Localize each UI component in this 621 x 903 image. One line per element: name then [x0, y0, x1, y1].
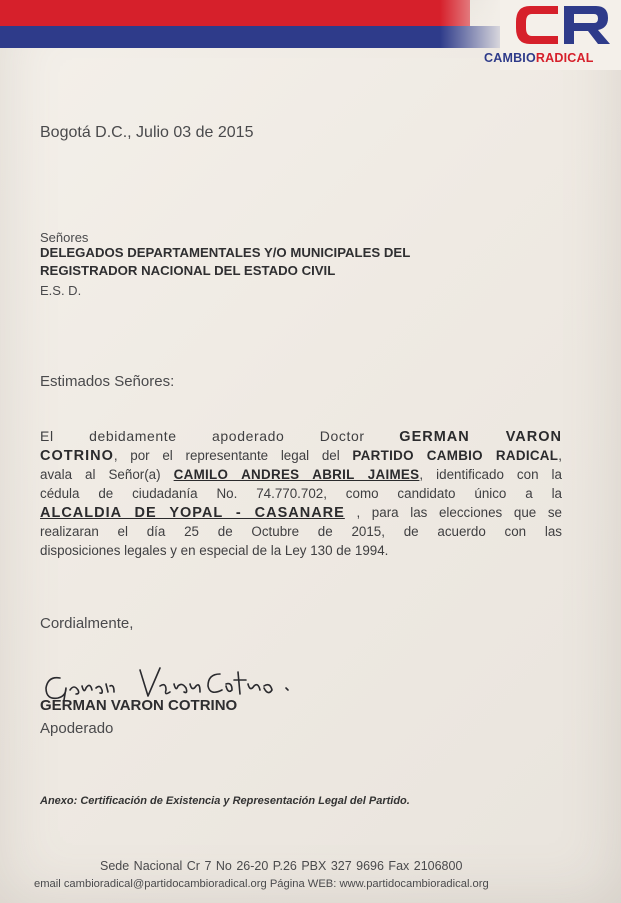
letter-date: Bogotá D.C., Julio 03 de 2015: [40, 124, 254, 141]
logo-wordmark: CAMBIORADICAL: [484, 51, 594, 65]
body-line-2: COTRINO, por el representante legal del PARTIDO CAMBIO RADICAL,: [40, 448, 562, 464]
body-line-4: cédula de ciudadanía No. 74.770.702, como candidato único a la: [40, 486, 562, 501]
footer-contact: email cambioradical@partidocambioradical.org Página WEB: www.partidocambioradical.org: [34, 878, 489, 890]
salutation-small: Señores: [40, 230, 89, 245]
body-line-1: El debidamente apoderado Doctor GERMAN VARON: [40, 428, 562, 445]
recipient-line-1: DELEGADOS DEPARTAMENTALES Y/O MUNICIPALES DEL: [40, 245, 411, 260]
header-blue-band: [0, 26, 500, 48]
body-line-3: avala al Señor(a) CAMILO ANDRES ABRIL JAIMES, identificado con la: [40, 467, 562, 482]
footer-address: Sede Nacional Cr 7 No 26-20 P.26 PBX 327 9696 Fax 2106800: [100, 859, 463, 873]
recipient-line-2: REGISTRADOR NACIONAL DEL ESTADO CIVIL: [40, 263, 336, 278]
body-line-6: realizaran el día 25 de Octubre de 2015, de acuerdo con las: [40, 524, 562, 539]
closing: Cordialmente,: [40, 615, 134, 632]
header-red-band: [0, 0, 470, 26]
greeting: Estimados Señores:: [40, 373, 175, 390]
signatory-role: Apoderado: [40, 720, 114, 737]
letter-body-paragraph: [40, 427, 562, 560]
body-line-5: ALCALDIA DE YOPAL - CASANARE , para las elecciones que se: [40, 505, 562, 521]
body-line-7: disposiciones legales y en especial de la Ley 130 de 1994.: [40, 543, 389, 558]
annex-note: Anexo: Certificación de Existencia y Representación Legal del Partido.: [40, 795, 410, 807]
signatory-name: GERMAN VARON COTRINO: [40, 697, 238, 714]
esd-abbrev: E.S. D.: [40, 283, 82, 298]
